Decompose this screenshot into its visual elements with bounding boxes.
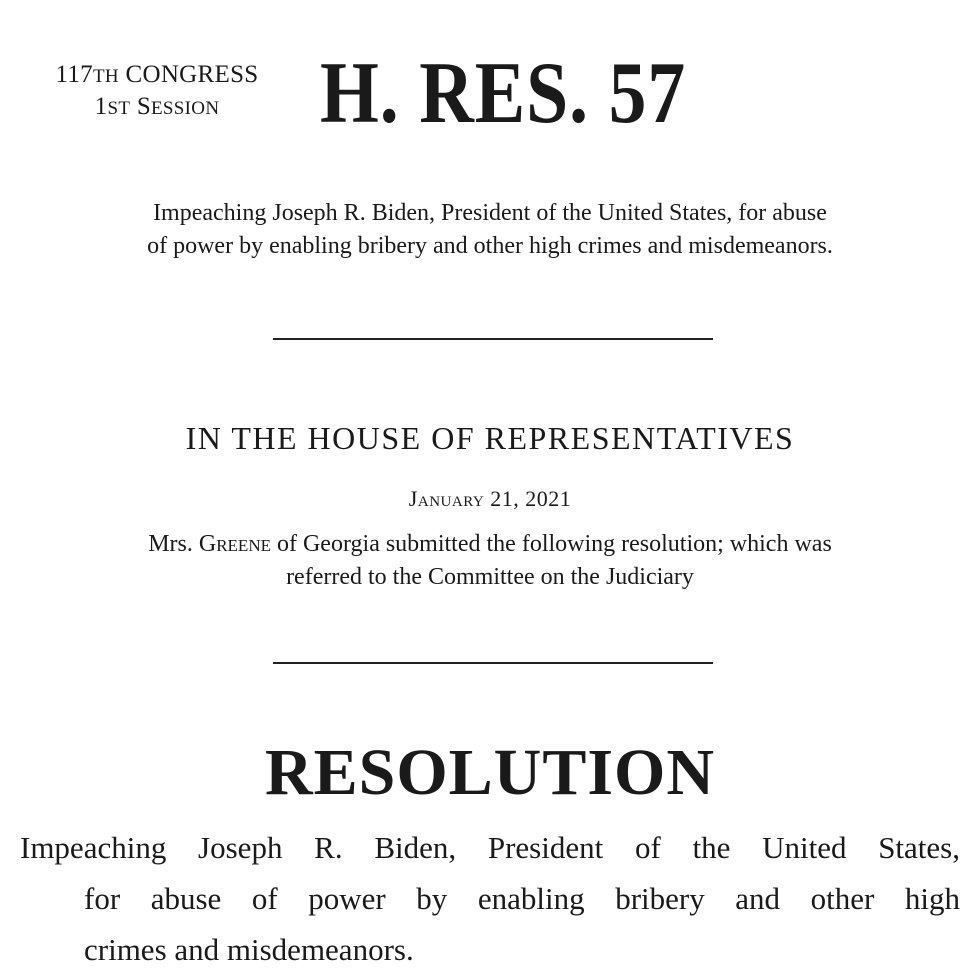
divider-rule-bottom [273,662,713,664]
session-label [22,92,292,124]
sponsor-statement [40,528,940,594]
sponsor-line-1-rest: of Georgia submitted the following resolution; which was [270,531,832,557]
session-word-rest: ESSION [151,98,220,119]
short-title-line-2: of power by enabling bribery and other high crimes and misdemeanors. [147,233,833,259]
introduction-date: January 21, 2021 [408,486,572,511]
long-title-line-3: crimes and misdemeanors. [84,932,414,967]
congress-number: 117 [55,61,93,88]
congress-word: CONGRESS [125,61,259,88]
session-suffix: ST [107,98,131,119]
sponsor-prefix: Mrs. [148,531,193,557]
bill-number: H. RES. 57 [320,45,687,142]
sponsor-line-2: referred to the Committee on the Judiciary [286,564,694,590]
short-title [40,197,940,263]
long-title-line-1: Impeaching Joseph R. Biden, President of the United States, [20,830,960,865]
congress-session-block [22,60,292,124]
long-title-line-2: for abuse of power by enabling bribery and other high [84,881,960,916]
session-word-initial: S [136,93,152,120]
chamber-heading: IN THE HOUSE OF REPRESENTATIVES [185,420,795,456]
congress-suffix: TH [92,66,119,87]
document-type-heading: RESOLUTION [264,736,716,809]
divider-rule-top [273,338,713,340]
sponsor-line-1 [40,528,940,561]
congress-label [22,60,292,92]
sponsor-name: Greene [198,531,271,557]
short-title-line-1: Impeaching Joseph R. Biden, President of the United States, for abuse [153,200,827,226]
long-title [20,822,960,975]
session-number: 1 [94,93,108,120]
